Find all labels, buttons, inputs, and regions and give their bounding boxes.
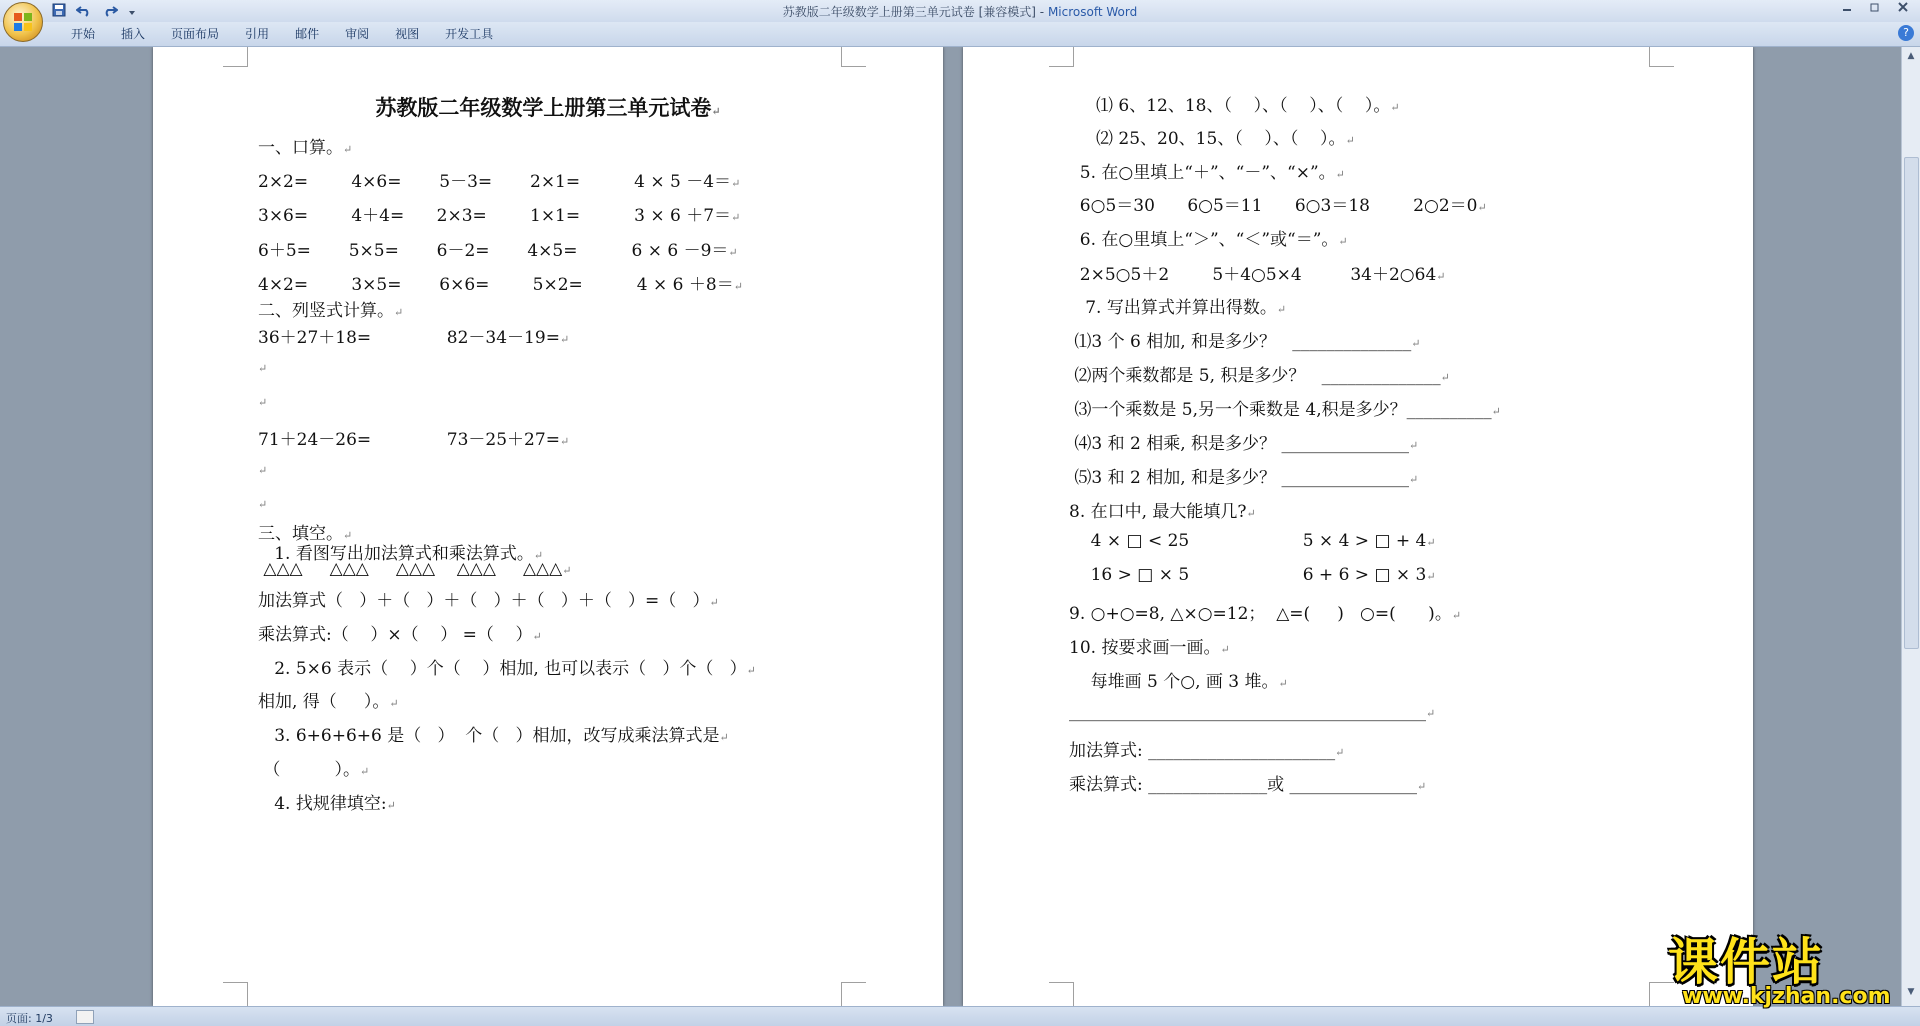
ribbon-tabs [0, 22, 1920, 47]
document-line [258, 493, 267, 513]
paragraph-mark-icon: ↵ [559, 333, 570, 346]
margin-mark [1649, 47, 1674, 67]
paragraph-mark-icon: ↵ [386, 799, 396, 812]
document-line [258, 357, 267, 377]
document-line [258, 755, 369, 780]
minimize-icon[interactable] [1834, 1, 1860, 19]
paragraph-mark-icon: ↵ [559, 435, 570, 448]
document-line [258, 721, 729, 746]
document-line [1069, 395, 1501, 420]
paragraph-mark-icon: ↵ [1491, 405, 1501, 418]
document-line [1069, 327, 1421, 352]
paragraph-mark-icon: ↵ [1417, 780, 1427, 793]
tab-references[interactable]: 引用 [245, 27, 270, 41]
document-line [258, 425, 569, 450]
line-text: ⑸3 和 2 相加, 和是多少？ _______________ [1069, 468, 1409, 488]
proofing-icon[interactable] [76, 1010, 94, 1024]
document-line [1069, 463, 1418, 488]
paragraph-mark-icon: ↵ [1426, 536, 1436, 549]
paragraph-mark-icon: ↵ [1408, 439, 1419, 452]
line-text: 36＋27＋18= 82－34－19= [258, 328, 560, 348]
paragraph-mark-icon: ↵ [532, 630, 542, 643]
paragraph-mark-icon: ↵ [746, 664, 756, 677]
scroll-up-icon[interactable]: ▲ [1907, 51, 1915, 61]
paragraph-mark-icon: ↵ [1246, 507, 1256, 520]
line-text: 2×2= 4×6= 5－3= 2×1= 4 × 5 －4＝ [258, 172, 732, 192]
line-text: ⑶一个乘数是 5,另一个乘数是 4,积是多少？__________ [1069, 400, 1492, 420]
paragraph-mark-icon: ↵ [728, 246, 738, 259]
paragraph-mark-icon: ↵ [1477, 201, 1487, 214]
paragraph-mark-icon: ↵ [343, 529, 353, 542]
line-text: ⑴3 个 6 相加, 和是多少？ ______________ [1069, 332, 1412, 352]
line-text: ⑵两个乘数都是 5, 积是多少？ ______________ [1069, 366, 1441, 386]
paragraph-mark-icon: ↵ [343, 143, 353, 156]
document-line [258, 687, 399, 712]
tab-view[interactable]: 视图 [395, 27, 420, 41]
document-line [1069, 158, 1345, 183]
paragraph-mark-icon: ↵ [562, 564, 572, 577]
line-text: 1. 看图写出加法算式和乘法算式。 [258, 544, 534, 564]
status-bar [0, 1006, 1920, 1026]
tab-insert[interactable]: 插入 [121, 27, 146, 41]
line-text: 三、填空。 [258, 524, 343, 544]
line-text: 4×2= 3×5= 6×6= 5×2= 4 × 6 ＋8＝ [258, 275, 734, 295]
watermark-url: www.kjzhan.com [1682, 984, 1891, 1009]
paragraph-mark-icon: ↵ [359, 765, 370, 778]
paragraph-mark-icon: ↵ [733, 280, 743, 293]
document-workspace [0, 47, 1902, 1006]
paragraph-mark-icon: ↵ [731, 177, 741, 190]
document-line [1069, 633, 1230, 658]
document-page-left[interactable] [153, 47, 943, 1006]
document-page-right[interactable] [963, 47, 1753, 1006]
document-heading [153, 92, 943, 122]
document-line [258, 459, 267, 479]
paragraph-mark-icon: ↵ [719, 731, 729, 744]
line-text: 一、口算。 [258, 138, 343, 158]
document-line [258, 654, 756, 679]
tab-review[interactable]: 审阅 [345, 27, 370, 41]
paragraph-mark-icon: ↵ [1220, 643, 1230, 656]
close-icon[interactable] [1890, 1, 1916, 19]
margin-mark [223, 47, 248, 67]
document-line [258, 323, 569, 348]
line-text: 2. 5×6 表示（ ）个（ ）相加, 也可以表示（ ）个（ ） [258, 659, 747, 679]
document-line [258, 201, 740, 226]
line-text: ⑷3 和 2 相乘, 积是多少？ _______________ [1069, 434, 1409, 454]
document-line [258, 391, 267, 411]
line-text: 4 × □ < 25 5 × 4 > □ + 4 [1069, 531, 1427, 551]
line-text: 苏教版二年级数学上册第三单元试卷 [375, 95, 712, 120]
line-text: 6＋5= 5×5= 6－2= 4×5= 6 × 6 －9＝ [258, 241, 729, 261]
document-line [258, 236, 738, 261]
paragraph-mark-icon: ↵ [533, 549, 544, 562]
document-line [1069, 736, 1344, 761]
line-text: 每堆画 5 个○, 画 3 堆。 [1069, 672, 1279, 692]
line-text: △△△ △△△ △△△ △△△ △△△ [258, 559, 563, 579]
paragraph-mark-icon: ↵ [1345, 134, 1355, 147]
paragraph-mark-icon: ↵ [1338, 235, 1348, 248]
document-line [258, 559, 571, 579]
paragraph-mark-icon: ↵ [1436, 270, 1446, 283]
paragraph-mark-icon: ↵ [258, 498, 268, 511]
paragraph-mark-icon: ↵ [1390, 101, 1400, 114]
page-indicator[interactable]: 页面: 1/3 [6, 1012, 53, 1025]
paragraph-mark-icon: ↵ [394, 306, 404, 319]
document-line [1069, 91, 1400, 116]
paragraph-mark-icon: ↵ [1426, 707, 1436, 720]
scroll-thumb[interactable] [1904, 157, 1919, 649]
line-text: 6. 在○里填上“＞”、“＜”或“＝”。 [1069, 230, 1339, 250]
office-logo-icon [13, 12, 33, 32]
paragraph-mark-icon: ↵ [1411, 337, 1421, 350]
restore-icon[interactable] [1862, 1, 1888, 19]
document-line [1069, 429, 1418, 454]
document-line [258, 270, 743, 295]
paragraph-mark-icon: ↵ [1276, 303, 1287, 316]
tab-mailings[interactable]: 邮件 [295, 27, 320, 41]
margin-mark [1049, 982, 1074, 1006]
paragraph-mark-icon: ↵ [1278, 677, 1288, 690]
document-line [258, 789, 396, 814]
document-line [1069, 191, 1487, 216]
line-text: 6○5＝30 6○5＝11 6○3＝18 2○2＝0 [1069, 196, 1478, 216]
paragraph-mark-icon: ↵ [258, 464, 268, 477]
line-text: 加法算式: ______________________ [1069, 741, 1336, 761]
line-text: 相加, 得（ ）。 [258, 692, 390, 712]
margin-mark [1049, 47, 1074, 67]
document-line [258, 167, 740, 192]
paragraph-mark-icon: ↵ [258, 396, 268, 409]
help-icon[interactable]: ? [1898, 25, 1914, 41]
margin-mark [841, 982, 866, 1006]
document-line [1069, 770, 1426, 795]
line-text: 二、列竖式计算。 [258, 301, 394, 321]
paragraph-mark-icon: ↵ [389, 697, 399, 710]
paragraph-mark-icon: ↵ [258, 362, 268, 375]
line-text: 2×5○5＋2 5＋4○5×4 34＋2○64 [1069, 265, 1437, 285]
line-text: 3×6= 4＋4= 2×3= 1×1= 3 × 6 ＋7＝ [258, 206, 732, 226]
document-line [1069, 497, 1256, 522]
line-text: 加法算式（ ）＋（ ）＋（ ）＋（ ）＋（ ）=（ ） [258, 591, 710, 611]
tab-home[interactable]: 开始 [71, 27, 96, 41]
line-text: 乘法算式: ______________或 _______________ [1069, 775, 1418, 795]
line-text: 乘法算式:（ ）×（ ） =（ ） [258, 625, 533, 645]
document-line [258, 620, 542, 645]
document-line [258, 586, 719, 611]
title-bar [0, 0, 1920, 23]
margin-mark [223, 982, 248, 1006]
line-text: __________________________________________ [1069, 702, 1426, 722]
document-line [258, 296, 403, 321]
watermark-text: 课件站 [1668, 933, 1824, 991]
paragraph-mark-icon: ↵ [711, 105, 721, 118]
document-line [1069, 667, 1288, 692]
document-line [1069, 293, 1286, 318]
document-line [1069, 565, 1436, 585]
margin-mark [841, 47, 866, 67]
document-title: 苏教版二年级数学上册第三单元试卷 [兼容模式] [782, 5, 1036, 19]
paragraph-mark-icon: ↵ [1335, 168, 1345, 181]
line-text: （ ）。 [258, 760, 360, 780]
document-line [1069, 225, 1348, 250]
line-text: ⑵ 25、20、15、（ ）、（ ）。 [1069, 129, 1346, 149]
document-line [1069, 260, 1446, 285]
document-line [1069, 124, 1355, 149]
app-name: Microsoft Word [1047, 5, 1138, 19]
paragraph-mark-icon: ↵ [731, 211, 741, 224]
line-text: 4. 找规律填空: [258, 794, 387, 814]
office-button[interactable] [3, 2, 43, 42]
document-line [1069, 531, 1436, 551]
vertical-scrollbar[interactable] [1901, 47, 1920, 1006]
line-text: 7. 写出算式并算出得数。 [1069, 298, 1277, 318]
paragraph-mark-icon: ↵ [1408, 473, 1419, 486]
scroll-down-icon[interactable]: ▼ [1907, 987, 1915, 997]
document-line [258, 133, 352, 158]
line-text: 10. 按要求画一画。 [1069, 638, 1221, 658]
watermark-logo [1668, 922, 1898, 1010]
line-text: 71＋24－26= 73－25＋27= [258, 430, 560, 450]
document-line [1069, 361, 1450, 386]
tab-developer[interactable]: 开发工具 [445, 27, 494, 41]
window-title: 苏教版二年级数学上册第三单元试卷 [兼容模式] - Microsoft Word [782, 5, 1138, 19]
tab-page-layout[interactable]: 页面布局 [171, 27, 220, 41]
document-line [1069, 599, 1461, 624]
paragraph-mark-icon: ↵ [1335, 746, 1345, 759]
line-text: 9. ○+○=8, △×○=12； △=( ) ○=( )。 [1069, 604, 1452, 624]
line-text: 3. 6+6+6+6 是（ ） 个（ ）相加，改写成乘法算式是 [258, 726, 720, 746]
line-text: 5. 在○里填上“＋”、“－”、“×”。 [1069, 163, 1336, 183]
paragraph-mark-icon: ↵ [1440, 371, 1450, 384]
paragraph-mark-icon: ↵ [709, 596, 719, 609]
line-text: 8. 在口中, 最大能填几? [1069, 502, 1247, 522]
paragraph-mark-icon: ↵ [1426, 570, 1436, 583]
document-line [1069, 702, 1435, 722]
line-text: ⑴ 6、12、18、（ ）、（ ）、（ ）。 [1069, 96, 1391, 116]
paragraph-mark-icon: ↵ [1451, 609, 1462, 622]
line-text: 16 > □ × 5 6 + 6 > □ × 3 [1069, 565, 1427, 585]
